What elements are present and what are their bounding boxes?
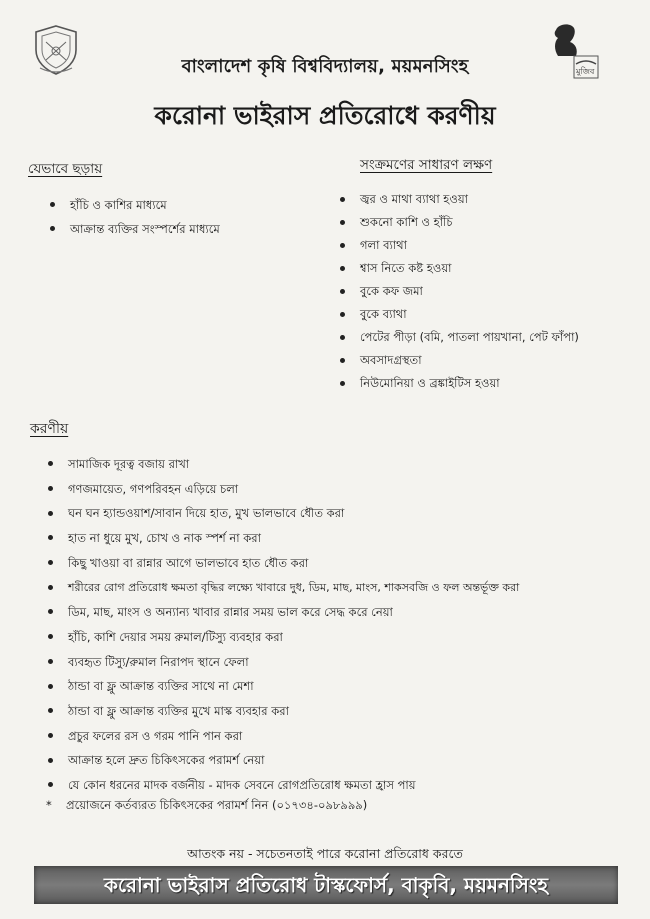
- list-item: [48, 625, 519, 650]
- symptom-item-text: বুকে কফ জমা: [360, 284, 423, 298]
- list-item: [340, 372, 579, 395]
- mujib-logo-caption: মুজিব: [576, 67, 595, 76]
- bullet-dot-icon: [48, 535, 53, 540]
- todo-item-text: ঠান্ডা বা ফ্লু আক্রান্ত ব্যক্তির মুখে মাস্ক ব্যবহার করা: [68, 703, 289, 718]
- todo-item-text: হাত না ধুয়ে মুখ, চোখ ও নাক স্পর্শ না করা: [68, 531, 261, 546]
- list-item: [48, 773, 519, 798]
- list-item: [340, 349, 579, 372]
- list-item: [48, 748, 519, 773]
- todo-item-text: গণজমায়েত, গণপরিবহন এড়িয়ে চলা: [68, 481, 239, 496]
- list-item: [48, 551, 519, 576]
- list-item: [48, 452, 519, 477]
- list-item: [48, 526, 519, 551]
- todo-item-text: প্রচুর ফলের রস ও গরম পানি পান করা: [68, 728, 243, 743]
- list-item: [340, 211, 579, 234]
- list-item: [340, 188, 579, 211]
- spread-list: [50, 193, 220, 241]
- symptom-item-text: শুকনো কাশি ও হাঁচি: [360, 215, 453, 229]
- bullet-dot-icon: [340, 266, 345, 271]
- bullet-dot-icon: [48, 609, 53, 614]
- symptom-item-text: শ্বাস নিতে কষ্ট হওয়া: [360, 261, 452, 275]
- symptoms-list: [340, 188, 579, 395]
- list-item: [48, 600, 519, 625]
- list-item: [340, 280, 579, 303]
- bullet-dot-icon: [340, 197, 345, 202]
- todo-item-text: কিছু খাওয়া বা রান্নার আগে ভালভাবে হাত ধৌত করা: [68, 555, 309, 570]
- todo-item-text: যে কোন ধরনের মাদক বর্জনীয় - মাদক সেবনে রোগপ্রতিরোধ ক্ষমতা হ্রাস পায়: [68, 777, 416, 792]
- symptom-item-text: গলা ব্যাথা: [360, 238, 407, 252]
- symptom-item-text: জ্বর ও মাথা ব্যাথা হওয়া: [360, 192, 468, 206]
- bullet-dot-icon: [48, 560, 53, 565]
- todo-item-text: শরীরের রোগ প্রতিরোধ ক্ষমতা বৃদ্ধির লক্ষ্যে খাবারে দুধ, ডিম, মাছ, মাংস, শাকসবজি ও ফল অন্তর্ভূক্ত করা: [68, 581, 520, 595]
- symptom-item-text: নিউমোনিয়া ও ব্রঙ্কাইটিস হওয়া: [360, 376, 500, 390]
- symptom-item-text: বুকে ব্যাথা: [360, 307, 407, 321]
- list-item: [340, 257, 579, 280]
- bullet-dot-icon: [48, 782, 53, 787]
- bullet-dot-icon: [48, 585, 53, 590]
- list-item: [48, 674, 519, 699]
- list-item: [50, 193, 220, 217]
- todo-item-text: সামাজিক দূরত্ব বজায় রাখা: [68, 457, 190, 471]
- bullet-dot-icon: [48, 733, 53, 738]
- list-item: [48, 724, 519, 749]
- symptom-item-text: পেটের পীড়া (বমি, পাতলা পায়খানা, পেট ফাঁপা): [360, 330, 579, 344]
- list-item: [48, 501, 519, 526]
- todo-item-text: ডিম, মাছ, মাংস ও অন্যান্য খাবার রান্নার সময় ভাল করে সেদ্ধ করে নেয়া: [68, 605, 393, 620]
- bullet-dot-icon: [340, 289, 345, 294]
- bullet-dot-icon: [48, 511, 53, 516]
- bullet-dot-icon: [340, 335, 345, 340]
- list-item: [48, 477, 519, 502]
- todo-item-text: ঘন ঘন হ্যান্ডওয়াশ/সাবান দিয়ে হাত, মুখ ভালভাবে ধৌত করা: [68, 506, 345, 521]
- todo-item-text: আক্রান্ত হলে দ্রুত চিকিৎসকের পরামর্শ নেয়া: [68, 753, 265, 768]
- awareness-slogan: আতংক নয় - সচেতনতাই পারে করোনা প্রতিরোধ করতে: [187, 846, 463, 861]
- bullet-dot-icon: [340, 381, 345, 386]
- note-marker: *: [46, 798, 52, 812]
- doctor-advice-note: [46, 797, 367, 816]
- university-name: বাংলাদেশ কৃষি বিশ্ববিদ্যালয়, ময়মনসিংহ: [181, 56, 469, 77]
- spread-heading: যেভাবে ছড়ায়: [28, 161, 103, 177]
- bullet-dot-icon: [340, 243, 345, 248]
- list-item: [48, 650, 519, 675]
- bullet-dot-icon: [50, 226, 55, 231]
- todo-list: [48, 452, 519, 798]
- bullet-dot-icon: [340, 220, 345, 225]
- list-item: [48, 575, 519, 600]
- bullet-dot-icon: [48, 486, 53, 491]
- todo-item-text: হাঁচি, কাশি দেয়ার সময় রুমাল/টিস্যু ব্যবহার করা: [68, 629, 283, 644]
- symptom-item-text: অবসাদগ্রস্থতা: [360, 353, 422, 367]
- bullet-dot-icon: [48, 461, 53, 466]
- todo-item-text: ঠান্ডা বা ফ্লু আক্রান্ত ব্যক্তির সাথে না মেশা: [68, 679, 254, 694]
- bullet-dot-icon: [340, 358, 345, 363]
- taskforce-banner: করোনা ভাইরাস প্রতিরোধ টাস্কফোর্স, বাকৃবি, ময়মনসিংহ: [34, 866, 618, 904]
- bullet-dot-icon: [48, 684, 53, 689]
- bullet-dot-icon: [48, 634, 53, 639]
- page-title: করোনা ভাইরাস প্রতিরোধে করণীয়: [154, 101, 496, 130]
- list-item: [48, 699, 519, 724]
- symptoms-heading: সংক্রমণের সাধারণ লক্ষণ: [360, 157, 493, 173]
- bullet-dot-icon: [340, 312, 345, 317]
- bullet-dot-icon: [50, 202, 55, 207]
- list-item: [50, 217, 220, 241]
- todo-heading: করণীয়: [30, 421, 69, 437]
- list-item: [340, 326, 579, 349]
- bullet-dot-icon: [48, 708, 53, 713]
- bullet-dot-icon: [48, 659, 53, 664]
- list-item: [340, 234, 579, 257]
- todo-item-text: ব্যবহৃত টিস্যু/রুমাল নিরাপদ স্থানে ফেলা: [68, 654, 249, 669]
- bullet-dot-icon: [48, 758, 53, 763]
- list-item: [340, 303, 579, 326]
- note-text: প্রয়োজনে কর্তব্যরত চিকিৎসকের পরামর্শ নিন (০১৭৩৪-০৯৮৯৯৯): [66, 798, 368, 812]
- spread-item-text: আক্রান্ত ব্যক্তির সংস্পর্শের মাধ্যমে: [70, 222, 220, 236]
- spread-item-text: হাঁচি ও কাশির মাধ্যমে: [70, 198, 167, 212]
